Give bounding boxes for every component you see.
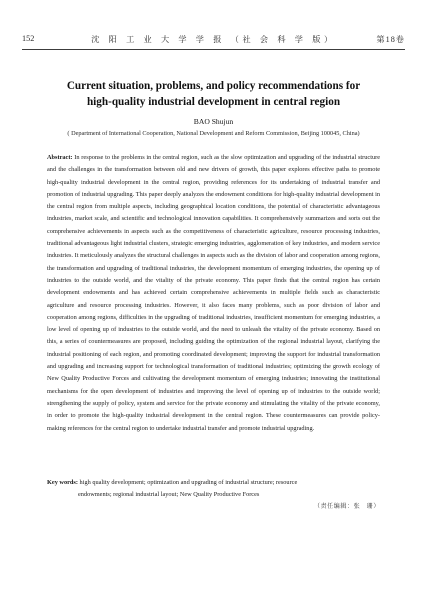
responsible-editor: （责任编辑：张 珊） — [313, 504, 380, 510]
journal-title: 沈 阳 工 业 大 学 学 报 （社 会 科 学 版） — [91, 35, 336, 44]
abstract — [47, 152, 380, 435]
keywords-line-2: endowments; regional industrial layout; New Quality Productive Forces — [78, 491, 260, 499]
article-title — [40, 78, 387, 110]
volume-label: 第18卷 — [376, 35, 405, 44]
title-line-2: high-quality industrial development in central region — [86, 96, 341, 108]
page-number: 152 — [22, 34, 35, 43]
keywords — [47, 477, 380, 502]
abstract-text: In response to the problems in the central region, such as the slow optimization and upgrading of the industrial structure and the challenges in the transformation between old and new drivers of growth, this paper explores effective paths to promote high-quality industrial development in the central region, providing references for its undertaking of industrial transfer and promotion of industrial upgrading. This paper deeply analyzes the endowment conditions for high-quality industrial development in the central region from multiple aspects, including geographical location conditions, the potential of characteristic advantageous industries, market scale, and scientific and technological innovation capabilities. It comprehensively summarizes and sorts out the comprehensive achievements in aspects such as the competitiveness of characteristic agriculture, resource processing industries, traditional advantageous light industrial clusters, strategic emerging industries, agglomeration of key industries, and modern service industries. It meticulously analyzes the structural challenges in aspects such as the division of labor and cooperation among regions, the transformation and upgrading of traditional industries, the development momentum of emerging industries, the opening up of industries to the outside world, and the vitality of the private economy. This paper finds that the central region has certain development endowments and has achieved certain comprehensive achievements in multiple fields such as characteristic agriculture and resource processing industries. However, it also faces many problems, such as poor division of labor and cooperation among regions, difficulties in the upgrading of traditional industries, insufficient momentum for emerging industries, a low level of opening up of industries to the outside world, and the need to unleash the vitality of the private economy. Based on this, a series of countermeasures are proposed, including guiding the optimization of the regional industrial layout, clarifying the industrial positioning of each region, and promoting coordinated development; improving the support for industrial transformation and upgrading and increasing support for technological transformation of traditional industries; optimizing the growth ecology of New Quality Productive Forces and cultivating the development momentum of emerging industries; innovating the institutional mechanisms for the open development of industries and improving the level of opening up of industries to the outside world; strengthening the supply of policy, system and service for the private economy and stimulating the vitality of the private economy, in order to promote the high-quality industrial development in the central region. These countermeasures can provide policy-making references for the central region to undertake industrial transfer and promote industrial upgrading. — [47, 154, 380, 432]
keywords-label: Key words: — [47, 479, 78, 486]
abstract-label: Abstract: — [47, 154, 73, 161]
author-name: BAO Shujun — [193, 117, 234, 126]
keywords-line-1: high quality development; optimization and upgrading of industrial structure; resource — [79, 479, 298, 486]
author-affiliation: ( Department of International Cooperation, National Development and Reform Commission, Beijing 100045, China) — [67, 130, 360, 137]
title-line-1: Current situation, problems, and policy recommendations for — [66, 80, 361, 92]
running-header — [22, 34, 405, 48]
header-rule — [22, 49, 405, 50]
